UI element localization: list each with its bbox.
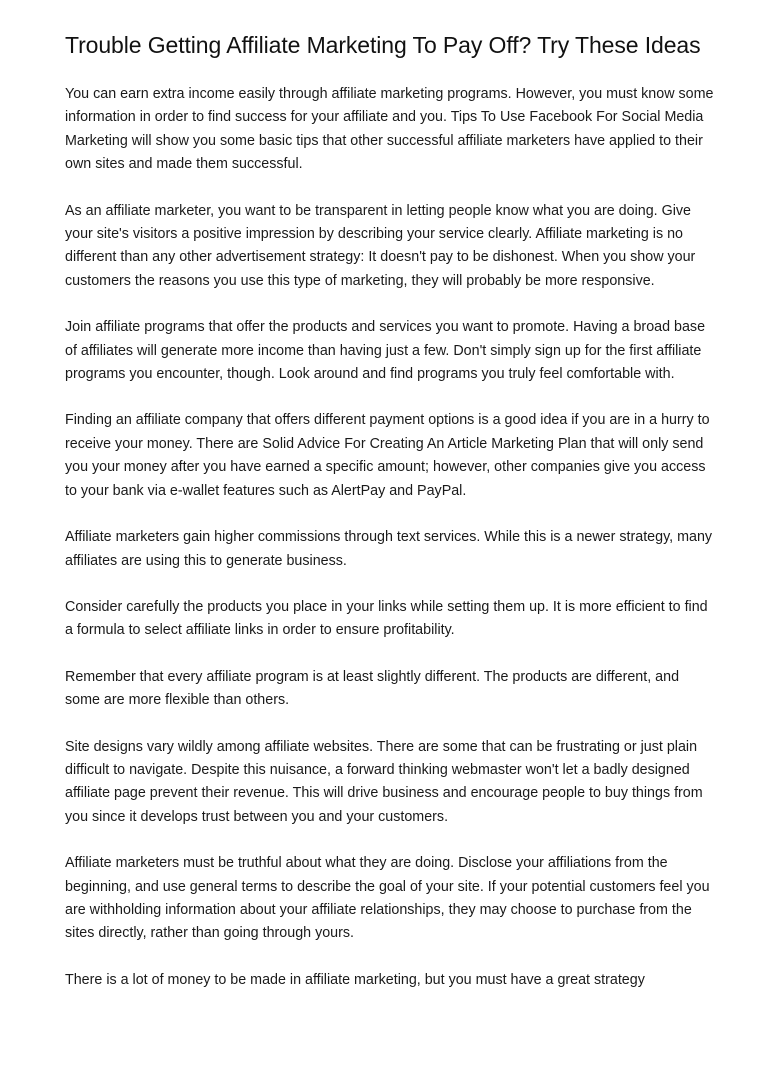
paragraph-10: There is a lot of money to be made in affiliate marketing, but you must have a great strategy: [65, 971, 645, 988]
paragraph-2: As an affiliate marketer, you want to be transparent in letting people know what you are doing. Give your site's visitors a positive impression by describing your service clearly. Affiliate marketing is no different than any other advertisement strategy: It doesn't pay to be dishonest. When you show your customers the reasons you use this type of marketing, they will probably be more responsive.: [65, 202, 696, 289]
paragraph-6: Consider carefully the products you place in your links while setting them up. It is more efficient to find a formula to select affiliate links in order to ensure profitability.: [65, 598, 708, 639]
paragraph-8: Site designs vary wildly among affiliate websites. There are some that can be frustrating or just plain difficult to navigate. Despite this nuisance, a forward thinking webmaster won't let a badly designed affiliate page prevent their revenue. This will drive business and encourage people to buy things from you since it develops trust between you and your customers.: [65, 738, 703, 825]
paragraph-3: Join affiliate programs that offer the products and services you want to promote. Having a broad base of affiliates will generate more income than having just a few. Don't simply sign up for the first affiliate programs you encounter, though. Look around and find programs you truly feel comfortable with.: [65, 319, 706, 383]
paragraph-4: Finding an affiliate company that offers different payment options is a good idea if you are in a hurry to receive your money. There are Solid Advice For Creating An Article Marketing Plan that will only send you your money after you have earned a specific amount; however, other companies give you access to your bank via e-wallet features such as AlertPay and PayPal.: [65, 412, 710, 499]
paragraph-7: Remember that every affiliate program is at least slightly different. The products are different, and some are more flexible than others.: [65, 668, 680, 709]
page-title: Trouble Getting Affiliate Marketing To Pay Off? Try These Ideas: [65, 32, 701, 58]
paragraph-5: Affiliate marketers gain higher commissions through text services. While this is a newer strategy, many affiliates are using this to generate business.: [65, 529, 713, 569]
paragraph-1: You can earn extra income easily through affiliate marketing programs. However, you must know some information in order to find success for your affiliate and you. Tips To Use Facebook For Social Media Marketing will show you some basic tips that other successful affiliate marketers have applied to their own sites and made them successful.: [65, 86, 714, 173]
paragraph-9: Affiliate marketers must be truthful about what they are doing. Disclose your affiliations from the beginning, and use general terms to describe the goal of your site. If your potential customers feel you are withholding information about your affiliate relationships, they may choose to purchase from the sites directly, rather than going through yours.: [65, 855, 710, 942]
article-body: [65, 83, 715, 992]
document-content: [65, 33, 715, 1015]
